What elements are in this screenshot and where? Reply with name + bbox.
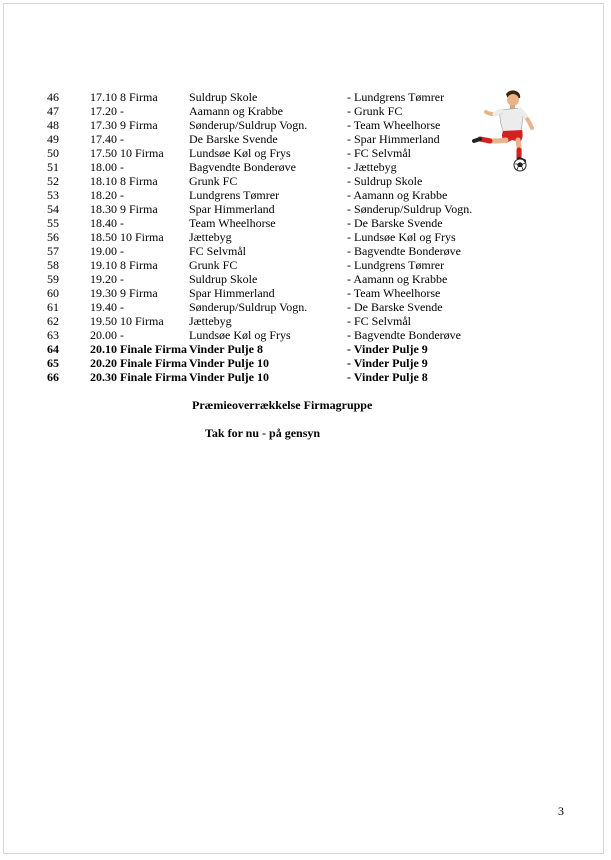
match-group: Finale Firma [120, 356, 187, 370]
away-team: - Spar Himmerland [347, 132, 440, 146]
match-group: Finale Firma [120, 370, 187, 384]
match-group: 9 Firma [120, 118, 158, 132]
match-time: 18.00 [90, 160, 117, 174]
match-time: 19.50 [90, 314, 117, 328]
away-team: - Lundgrens Tømrer [347, 258, 445, 272]
match-group: 8 Firma [120, 174, 158, 188]
match-time: 19.30 [90, 286, 117, 300]
home-team: Lundgrens Tømrer [189, 188, 280, 202]
match-number: 66 [47, 370, 59, 384]
home-team: Bagvendte Bonderøve [189, 160, 296, 174]
match-time: 18.50 [90, 230, 117, 244]
match-row [4, 244, 604, 258]
home-team: Vinder Pulje 10 [189, 370, 269, 384]
match-number: 50 [47, 146, 59, 160]
match-number: 65 [47, 356, 59, 370]
match-time: 19.10 [90, 258, 117, 272]
match-number: 61 [47, 300, 59, 314]
match-row [4, 356, 604, 370]
away-team: - Suldrup Skole [347, 174, 423, 188]
award-ceremony-line: Præmieoverrækkelse Firmagruppe [192, 398, 373, 412]
match-time: 19.40 [90, 300, 117, 314]
match-number: 48 [47, 118, 59, 132]
away-team: - Team Wheelhorse [347, 286, 441, 300]
away-team: - Aamann og Krabbe [347, 188, 448, 202]
home-team: Jættebyg [189, 230, 232, 244]
match-group: - [120, 132, 124, 146]
away-team: - FC Selvmål [347, 314, 412, 328]
away-team: - Bagvendte Bonderøve [347, 328, 461, 342]
match-time: 17.40 [90, 132, 117, 146]
match-row [4, 328, 604, 342]
home-team: Jættebyg [189, 314, 232, 328]
match-number: 63 [47, 328, 59, 342]
match-group: 10 Firma [120, 314, 164, 328]
match-number: 49 [47, 132, 59, 146]
away-team: - Grunk FC [347, 104, 403, 118]
match-number: 51 [47, 160, 59, 174]
match-row [4, 202, 604, 216]
home-team: Lundsøe Køl og Frys [189, 328, 291, 342]
match-time: 20.20 [90, 356, 117, 370]
home-team: Sønderup/Suldrup Vogn. [189, 118, 308, 132]
match-time: 17.30 [90, 118, 117, 132]
match-number: 62 [47, 314, 59, 328]
match-row [4, 314, 604, 328]
away-team: - Bagvendte Bonderøve [347, 244, 461, 258]
match-number: 46 [47, 90, 59, 104]
match-time: 20.00 [90, 328, 117, 342]
match-time: 19.20 [90, 272, 117, 286]
match-row [4, 174, 604, 188]
match-group: 9 Firma [120, 202, 158, 216]
away-team: - Jættebyg [347, 160, 397, 174]
match-row [4, 342, 604, 356]
away-team: - Vinder Pulje 9 [347, 356, 428, 370]
match-time: 19.00 [90, 244, 117, 258]
match-group: Finale Firma [120, 342, 187, 356]
match-group: 9 Firma [120, 286, 158, 300]
closing-line: Tak for nu - på gensyn [205, 426, 321, 440]
match-group: - [120, 300, 124, 314]
match-time: 18.10 [90, 174, 117, 188]
match-row [4, 300, 604, 314]
match-group: - [120, 272, 124, 286]
home-team: Grunk FC [189, 258, 238, 272]
away-team: - De Barske Svende [347, 300, 443, 314]
match-row [4, 258, 604, 272]
match-number: 64 [47, 342, 59, 356]
home-team: FC Selvmål [189, 244, 247, 258]
page-number: 3 [558, 804, 564, 818]
match-number: 52 [47, 174, 59, 188]
match-time: 18.40 [90, 216, 117, 230]
football-player-icon [466, 88, 538, 174]
match-group: - [120, 104, 124, 118]
match-time: 18.20 [90, 188, 117, 202]
match-number: 53 [47, 188, 59, 202]
away-team: - De Barske Svende [347, 216, 443, 230]
match-group: - [120, 160, 124, 174]
home-team: Lundsøe Køl og Frys [189, 146, 291, 160]
match-number: 57 [47, 244, 59, 258]
home-team: Suldrup Skole [189, 90, 258, 104]
match-group: - [120, 328, 124, 342]
match-group: 10 Firma [120, 230, 164, 244]
match-group: 8 Firma [120, 258, 158, 272]
home-team: Spar Himmerland [189, 286, 275, 300]
away-team: - FC Selvmål [347, 146, 412, 160]
away-team: - Sønderup/Suldrup Vogn. [347, 202, 473, 216]
match-number: 59 [47, 272, 59, 286]
match-row [4, 272, 604, 286]
match-group: 10 Firma [120, 146, 164, 160]
home-team: Aamann og Krabbe [189, 104, 283, 118]
match-group: - [120, 216, 124, 230]
away-team: - Team Wheelhorse [347, 118, 441, 132]
match-row [4, 286, 604, 300]
match-number: 58 [47, 258, 59, 272]
match-number: 60 [47, 286, 59, 300]
home-team: Team Wheelhorse [189, 216, 276, 230]
match-group: - [120, 244, 124, 258]
match-number: 55 [47, 216, 59, 230]
match-row [4, 370, 604, 384]
home-team: Sønderup/Suldrup Vogn. [189, 300, 308, 314]
match-group: - [120, 188, 124, 202]
home-team: Spar Himmerland [189, 202, 275, 216]
away-team: - Lundsøe Køl og Frys [347, 230, 456, 244]
match-row [4, 216, 604, 230]
match-row [4, 188, 604, 202]
home-team: Vinder Pulje 10 [189, 356, 269, 370]
match-time: 20.30 [90, 370, 117, 384]
home-team: Grunk FC [189, 174, 238, 188]
document-page [3, 3, 604, 854]
match-time: 17.10 [90, 90, 117, 104]
match-number: 54 [47, 202, 59, 216]
match-time: 18.30 [90, 202, 117, 216]
away-team: - Lundgrens Tømrer [347, 90, 445, 104]
home-team: Suldrup Skole [189, 272, 258, 286]
match-group: 8 Firma [120, 90, 158, 104]
home-team: De Barske Svende [189, 132, 278, 146]
match-number: 47 [47, 104, 59, 118]
home-team: Vinder Pulje 8 [189, 342, 263, 356]
away-team: - Vinder Pulje 9 [347, 342, 428, 356]
match-row [4, 230, 604, 244]
match-number: 56 [47, 230, 59, 244]
match-time: 17.20 [90, 104, 117, 118]
match-time: 17.50 [90, 146, 117, 160]
away-team: - Vinder Pulje 8 [347, 370, 428, 384]
match-time: 20.10 [90, 342, 117, 356]
away-team: - Aamann og Krabbe [347, 272, 448, 286]
